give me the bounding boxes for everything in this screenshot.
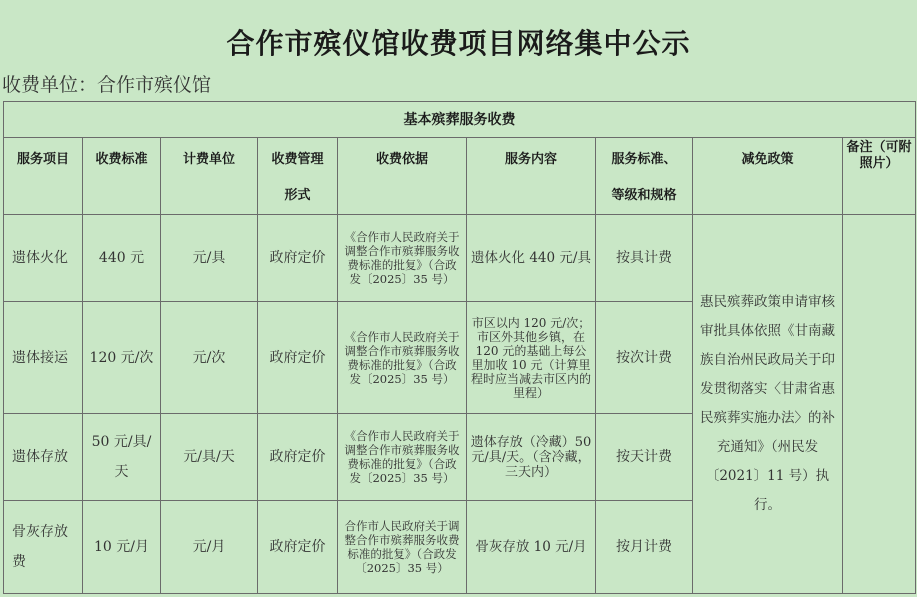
- row-standard: 10 元/月: [83, 501, 161, 594]
- row-standard: 440 元: [83, 215, 161, 302]
- row-spec: 按次计费: [596, 302, 693, 414]
- policy-cell: 惠民殡葬政策申请审核审批具体依照《甘南藏族自治州民政局关于印发贯彻落实〈甘肃省惠民殡葬实施办法〉的补充通知》（州民发〔2021〕11 号）执行。: [693, 215, 843, 594]
- row-unit: 元/具/天: [161, 414, 258, 501]
- header-spec: [596, 138, 693, 215]
- header-content: 服务内容: [467, 138, 596, 215]
- header-item: 服务项目: [4, 138, 83, 215]
- header-note: 备注（可附照片）: [843, 138, 916, 215]
- row-content: 遗体火化 440 元/具: [467, 215, 596, 302]
- row-spec: 按具计费: [596, 215, 693, 302]
- header-unit: 计费单位: [161, 138, 258, 215]
- section-title: 基本殡葬服务收费: [4, 102, 916, 138]
- row-basis: 《合作市人民政府关于调整合作市殡葬服务收费标准的批复》（合政发〔2025〕35 号）: [338, 302, 467, 414]
- row-content: 遗体存放（冷藏）50 元/具/天。（含冷藏，三天内）: [467, 414, 596, 501]
- header-basis: 收费依据: [338, 138, 467, 215]
- header-spec-line1: 服务标准、: [611, 152, 677, 167]
- header-mgmt: [258, 138, 338, 215]
- header-policy: 减免政策: [693, 138, 843, 215]
- page-title: 合作市殡仪馆收费项目网络集中公示: [226, 27, 691, 60]
- row-mgmt: 政府定价: [258, 215, 338, 302]
- fee-table: [3, 101, 916, 594]
- row-item: 遗体接运: [4, 302, 83, 414]
- row-content: 骨灰存放 10 元/月: [467, 501, 596, 594]
- row-mgmt: 政府定价: [258, 501, 338, 594]
- row-item: 遗体火化: [4, 215, 83, 302]
- row-unit: 元/具: [161, 215, 258, 302]
- row-item: 骨灰存放费: [4, 501, 83, 594]
- row-spec: 按天计费: [596, 414, 693, 501]
- row-basis: 《合作市人民政府关于调整合作市殡葬服务收费标准的批复》（合政发〔2025〕35 号）: [338, 414, 467, 501]
- row-basis: 合作市人民政府关于调整合作市殡葬服务收费标准的批复》（合政发〔2025〕35 号）: [338, 501, 467, 594]
- table-row: [4, 215, 916, 302]
- row-content: 市区以内 120 元/次；市区外其他乡镇，在 120 元的基础上每公里加收 10 元（计算里程时应当减去市区内的里程）: [467, 302, 596, 414]
- row-standard: 50 元/具/天: [83, 414, 161, 501]
- charging-unit: 收费单位：合作市殡仪馆: [2, 74, 212, 96]
- row-mgmt: 政府定价: [258, 414, 338, 501]
- row-mgmt: 政府定价: [258, 302, 338, 414]
- row-spec: 按月计费: [596, 501, 693, 594]
- note-cell: [843, 215, 916, 594]
- header-mgmt-line1: 收费管理: [271, 152, 324, 167]
- row-standard: 120 元/次: [83, 302, 161, 414]
- header-mgmt-line2: 形式: [284, 188, 311, 203]
- header-spec-line2: 等级和规格: [611, 188, 677, 203]
- header-standard: 收费标准: [83, 138, 161, 215]
- row-unit: 元/月: [161, 501, 258, 594]
- row-basis: 《合作市人民政府关于调整合作市殡葬服务收费标准的批复》（合政发〔2025〕35 号）: [338, 215, 467, 302]
- row-unit: 元/次: [161, 302, 258, 414]
- row-item: 遗体存放: [4, 414, 83, 501]
